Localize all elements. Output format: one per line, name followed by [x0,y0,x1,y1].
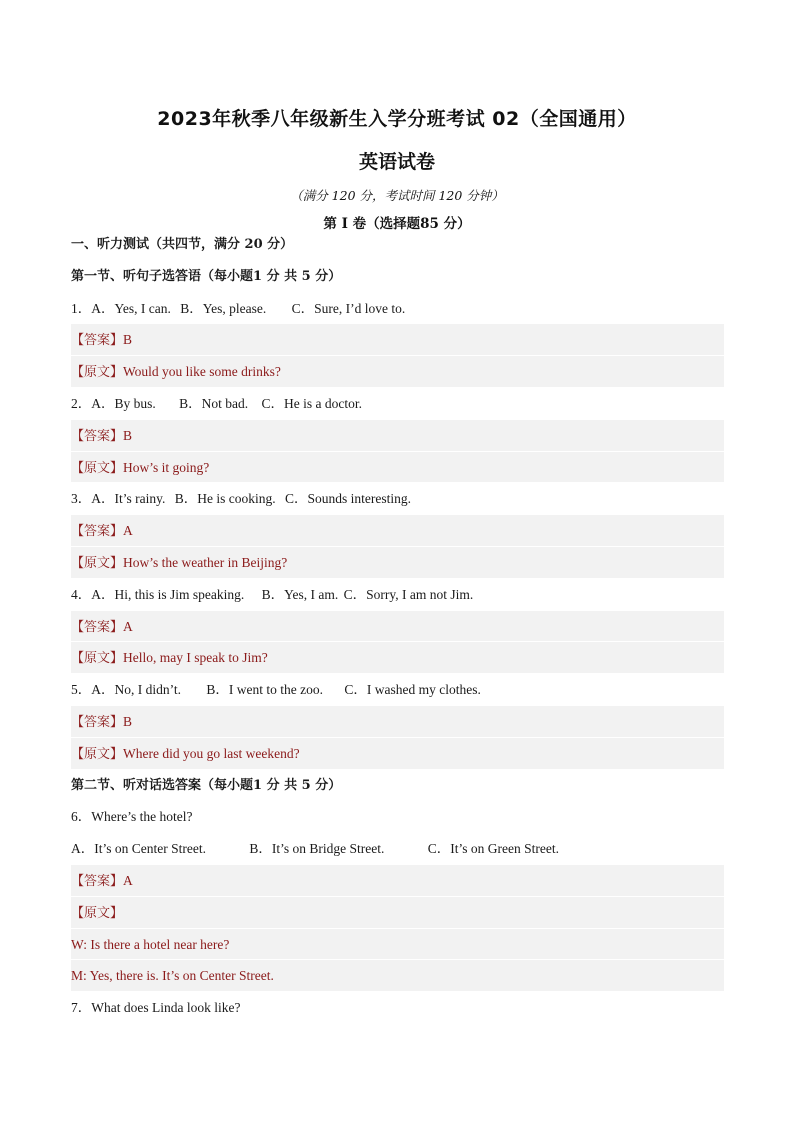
answer-value: B [123,332,133,348]
original-line [71,738,724,770]
option-c: C．Sounds interesting. [285,491,412,507]
option-a: A．By bus. [91,395,156,411]
original-line [71,356,724,388]
section-heading: 第二节、听对话选答案（每小题1 分 共 5 分） [71,777,342,793]
option-c: C．Sure, I’d love to. [291,300,406,316]
option-b: B．It’s on Bridge Street. [249,841,385,857]
section-heading: 第一节、听句子选答语（每小题1 分 共 5 分） [71,268,342,284]
dialog-line: W: Is there a hotel near here? [71,929,724,961]
option-c: C．It’s on Green Street. [427,841,559,857]
option-a: A．It’s rainy. [91,491,166,507]
original-line [71,547,724,579]
answer-line [71,865,724,897]
answer-value: B [123,713,133,729]
answer-line [71,324,724,356]
answer-label: 【答案】 [71,333,124,349]
original-label: 【原文】 [71,746,124,762]
volume-heading: 第 I 卷（选择题85 分） [323,216,471,232]
answer-label: 【答案】 [71,619,124,635]
score-time-note: （满分 120 分，考试时间 120 分钟） [290,188,504,203]
option-b: B．Yes, I am. [261,586,339,602]
original-label: 【原文】 [71,905,124,921]
answer-label: 【答案】 [71,873,124,889]
option-b: B．He is cooking. [174,491,276,507]
question-line [71,388,724,420]
option-a: A．No, I didn’t. [91,682,181,698]
answer-line [71,515,724,547]
question-line [71,483,724,515]
original-text: How’s it going? [123,459,210,475]
question-line [71,674,724,706]
question-line [71,293,724,325]
option-b: B．I went to the zoo. [206,682,323,698]
original-label: 【原文】 [71,651,124,667]
answer-label: 【答案】 [71,524,124,540]
option-c: C．Sorry, I am not Jim. [343,586,474,602]
answer-line [71,420,724,452]
exam-content [71,229,724,1024]
answer-label: 【答案】 [71,428,124,444]
original-text: Hello, may I speak to Jim? [123,650,268,666]
option-b: B．Not bad. [179,395,249,411]
option-c: C．I washed my clothes. [344,682,481,698]
answer-label: 【答案】 [71,714,124,730]
option-b: B．Yes, please. [180,300,267,316]
original-label: 【原文】 [71,555,124,571]
option-c: C．He is a doctor. [261,395,363,411]
original-label: 【原文】 [71,365,124,381]
question-number: 4． [71,586,92,602]
question-line [71,579,724,611]
option-a: A．It’s on Center Street. [71,841,206,857]
answer-value: A [123,523,133,539]
original-label: 【原文】 [71,460,124,476]
question-options [71,833,724,865]
original-text: Would you like some drinks? [123,364,281,380]
answer-value: B [123,427,133,443]
original-line [71,452,724,484]
question-number: 1． [71,300,92,316]
option-a: A．Yes, I can. [91,300,171,316]
question-number: 3． [71,491,92,507]
original-line [71,642,724,674]
option-a: A．Hi, this is Jim speaking. [91,586,245,602]
question-stem: 6．Where’s the hotel? [71,809,193,825]
question-number: 5． [71,682,92,698]
original-text: Where did you go last weekend? [123,745,300,761]
original-text: How’s the weather in Beijing? [123,554,288,570]
answer-line [71,611,724,643]
question-number: 2． [71,395,92,411]
dialog-line: M: Yes, there is. It’s on Center Street. [71,960,724,992]
answer-line [71,706,724,738]
original-line [71,897,724,929]
answer-value: A [123,872,133,888]
part-heading: 一、听力测试（共四节，满分 20 分） [71,237,294,252]
exam-subtitle: 英语试卷 [358,151,435,173]
answer-value: A [123,618,133,634]
question-stem: 7．What does Linda look like? [71,1000,241,1016]
exam-title: 2023年秋季八年级新生入学分班考试 02（全国通用） [157,108,637,130]
